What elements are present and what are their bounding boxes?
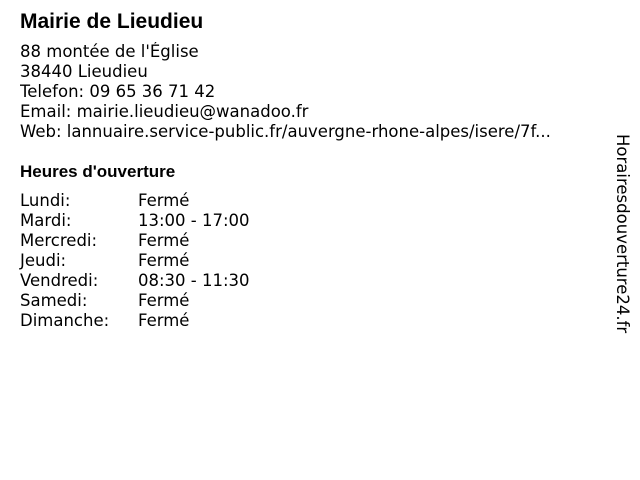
- office-email: Email: mairie.lieudieu@wanadoo.fr: [20, 102, 309, 121]
- hours-row-saturday: [20, 291, 600, 311]
- day-label: Mercredi:: [20, 231, 98, 250]
- time-value: Fermé: [138, 311, 190, 330]
- time-value: Fermé: [138, 191, 190, 210]
- time-value: Fermé: [138, 231, 190, 250]
- time-value: Fermé: [138, 251, 190, 270]
- time-value: 13:00 - 17:00: [138, 211, 250, 230]
- site-watermark: Horairesdouverture24.fr: [613, 134, 632, 334]
- day-label: Vendredi:: [20, 271, 99, 290]
- day-label: Samedi:: [20, 291, 88, 310]
- day-label: Mardi:: [20, 211, 72, 230]
- office-card: [20, 8, 600, 331]
- hours-row-sunday: [20, 311, 600, 331]
- opening-hours-heading: Heures d'ouverture: [20, 162, 176, 181]
- office-street: 88 montée de l'Église: [20, 42, 199, 61]
- office-city: 38440 Lieudieu: [20, 62, 148, 81]
- office-website: Web: lannuaire.service-public.fr/auvergne-rhone-alpes/isere/7f...: [20, 122, 551, 141]
- time-value: 08:30 - 11:30: [138, 271, 250, 290]
- day-label: Jeudi:: [20, 251, 67, 270]
- day-label: Lundi:: [20, 191, 71, 210]
- office-title: Mairie de Lieudieu: [20, 10, 204, 33]
- day-label: Dimanche:: [20, 311, 110, 330]
- time-value: Fermé: [138, 291, 190, 310]
- office-phone: Telefon: 09 65 36 71 42: [20, 82, 216, 101]
- hours-row-thursday: [20, 251, 600, 271]
- hours-row-monday: [20, 191, 600, 211]
- hours-row-tuesday: [20, 211, 600, 231]
- hours-row-friday: [20, 271, 600, 291]
- hours-row-wednesday: [20, 231, 600, 251]
